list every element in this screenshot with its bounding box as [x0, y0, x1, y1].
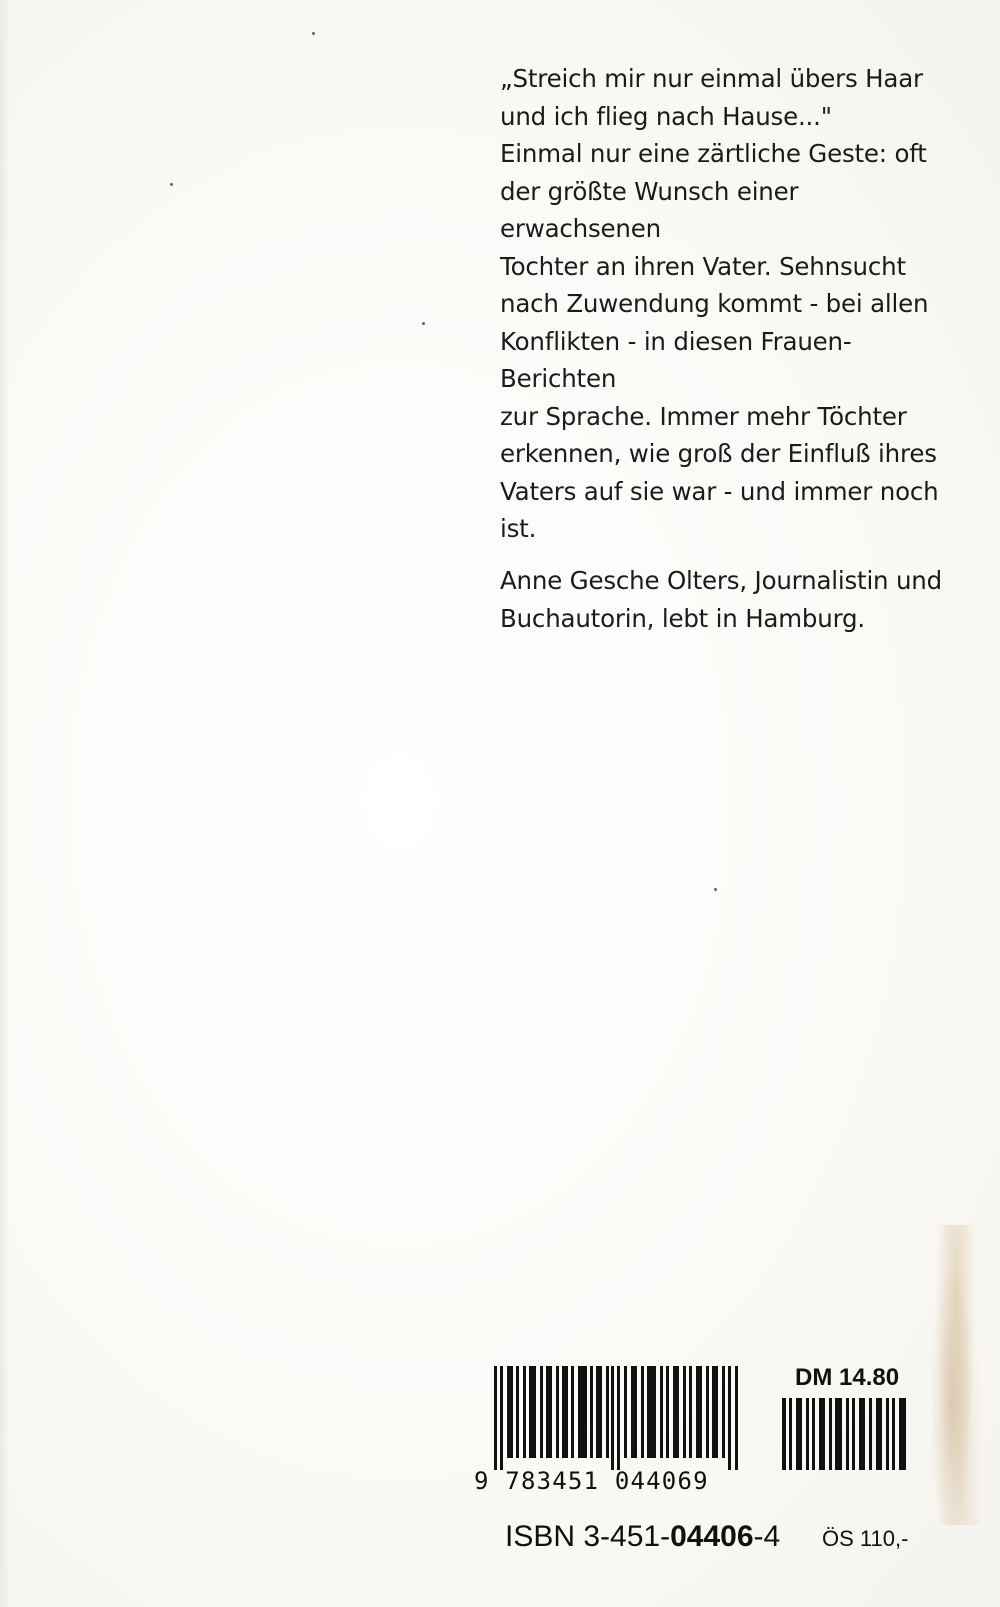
isbn-bold-part: 04406 — [670, 1520, 754, 1553]
isbn-prefix: ISBN 3-451- — [505, 1520, 671, 1553]
ean-barcode — [494, 1366, 744, 1470]
dust-speck — [170, 183, 173, 186]
blurb-text: „Streich mir nur einmal übers Haar und ich flieg nach Hause..." Einmal nur eine zärtliche Geste: oft der größte Wunsch einer erwachsenen Tochter an ihren Vater. Sehnsucht nach Zuwendung kommt - bei allen Konflikten - in diesen Frauen-Berichten zur Sprache. Immer mehr Töchter erkennen, wie groß der Einfluß ihres Vaters auf sie war - und immer noch ist. — [500, 64, 939, 543]
price-dm: DM 14.80 — [795, 1364, 900, 1391]
isbn-number — [505, 1520, 780, 1554]
paper-stain — [932, 1225, 980, 1525]
cover-edge-shadow — [0, 0, 10, 1607]
dust-speck — [312, 32, 315, 35]
dust-speck — [714, 888, 717, 891]
price-os: ÖS 110,- — [822, 1526, 909, 1551]
dust-speck — [422, 322, 425, 325]
price-addon-barcode — [782, 1398, 906, 1470]
barcode-number: 9 783451 044069 — [474, 1467, 709, 1495]
author-bio: Anne Gesche Olters, Journalistin und Buchautorin, lebt in Hamburg. — [500, 566, 942, 633]
isbn-suffix: -4 — [753, 1520, 781, 1553]
